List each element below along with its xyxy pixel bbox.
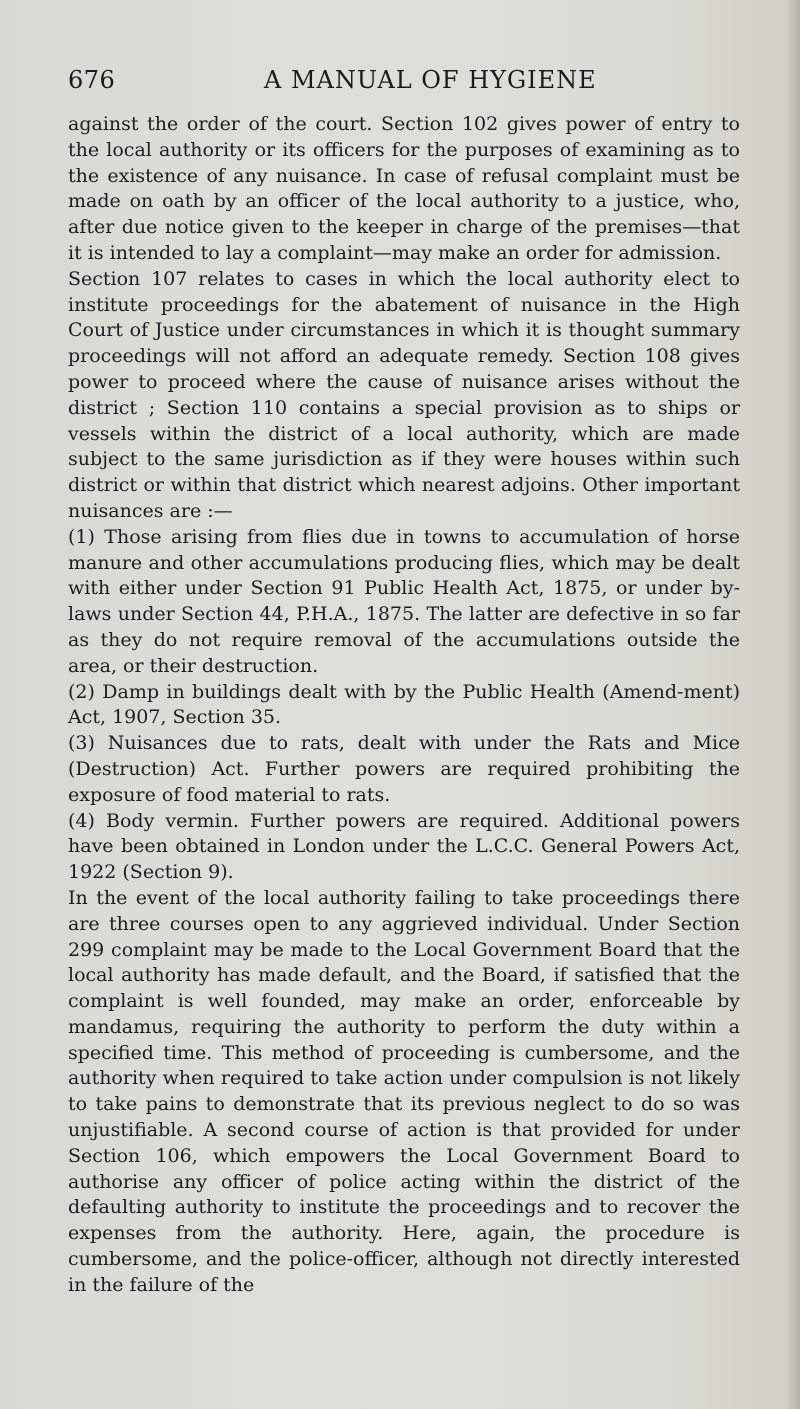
paragraph: Section 107 relates to cases in which the local authority elect to institute proceedings for the abatement of nuisance in the High Court of Justice under circumstances in which it is thought summary proceedings will not afford an adequate remedy. Section 108 gives power to proceed where the cause of nuisance arises without the district ; Section 110 contains a special provision as to ships or vessels within the district of a local authority, which are made subject to the same jurisdiction as if they were houses within such district or within that district which nearest adjoins. Other important nuisances are :—	[68, 267, 740, 522]
page-header	[68, 54, 686, 94]
paragraph: In the event of the local authority failing to take proceedings there are three courses open to any aggrieved individual. Under Section 299 complaint may be made to the Local Government Board that the local authority has made default, and the Board, if satisfied that the complaint is well founded, may make an order, enforceable by mandamus, requiring the authority to perform the duty within a specified time. This method of proceeding is cumbersome, and the authority when required to take action under compulsion is not likely to take pains to demonstrate that its previous neglect to do so was unjustifiable. A second course of action is that provided for under Section 106, which empowers the Local Government Board to authorise any officer of police acting within the district of the defaulting authority to institute the proceedings and to recover the expenses from the authority. Here, again, the procedure is cumbersome, and the police-officer, although not directly interested in the failure of the	[68, 886, 740, 1296]
paragraph: (4) Body vermin. Further powers are required. Additional powers have been obtained in London under the L.C.C. General Powers Act, 1922 (Section 9).	[68, 809, 740, 884]
paragraph: (2) Damp in buildings dealt with by the Public Health (Amend-ment) Act, 1907, Section 35.	[68, 680, 740, 729]
paragraph: (1) Those arising from flies due in towns to accumulation of horse manure and other accumulations producing flies, which may be dealt with either under Section 91 Public Health Act, 1875, or under by-laws under Section 44, P.H.A., 1875. The latter are defective in so far as they do not require removal of the accumulations outside the area, or their destruction.	[68, 525, 740, 677]
paragraph: (3) Nuisances due to rats, dealt with under the Rats and Mice (Destruction) Act. Further powers are required prohibiting the exposure of food material to rats.	[68, 732, 740, 806]
page-number: 676	[68, 66, 116, 94]
page-edge-shadow	[786, 0, 800, 1409]
paragraph: against the order of the court. Section 102 gives power of entry to the local authority or its officers for the purposes of examining as to the existence of any nuisance. In case of refusal complaint must be made on oath by an officer of the local authority to a justice, who, after due notice given to the keeper in charge of the premises—that it is intended to lay a complaint—may make an order for admission.	[68, 113, 740, 264]
running-title: A MANUAL OF HYGIENE	[264, 66, 597, 94]
body-text	[68, 112, 740, 1299]
